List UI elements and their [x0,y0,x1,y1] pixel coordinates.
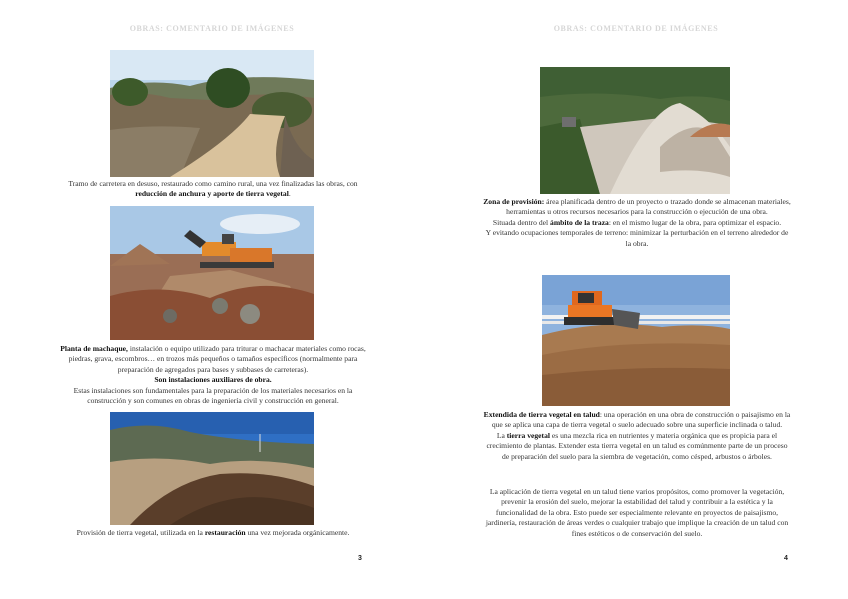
photo-crushing-plant [110,206,314,340]
caption-topsoil-stockpile: Provisión de tierra vegetal, utilizada en la restauración una vez mejorada orgánicamente. [76,528,350,537]
photo-bulldozer-slope [542,275,730,406]
page-number: 4 [784,555,788,562]
running-head: OBRAS: COMENTARIO DE IMÁGENES [553,24,719,33]
running-head: OBRAS: COMENTARIO DE IMÁGENES [129,24,295,33]
page-number: 3 [358,555,362,562]
photo-storage-zone [540,67,730,194]
caption-crushing-plant: Planta de machaque, instalación o equipo utilizado para triturar o machacar materiales como rocas, piedras, grava, escombros… en trozos más pequeños o tamaños específicos (normalmente para preparación de agregados para bases y subbases de carreteras). Son instalaciones auxiliares de obra. Estas instalaciones son fundamentales para la preparación de los materiales necesarios en la construcción y son comunes en obras de ingeniería civil y construcción en general. [60,344,366,406]
photo-rural-road [110,50,314,177]
caption-rural-road: Tramo de carretera en desuso, restaurado como camino rural, una vez finalizadas las obras, con reducción de anchura y aporte de tierra vegetal. [68,179,358,199]
right-page [424,0,848,599]
photo-topsoil-stockpile [110,412,314,525]
caption-bulldozer-slope: Extendida de tierra vegetal en talud: una operación en una obra de construcción o paisajismo en la que se aplica una capa de tierra vegetal o suelo adecuado sobre una superficie inclinada o talud. La tierra vegetal es una mezcla rica en nutrientes y materia orgánica que es propicia para el crecimiento de plantas. Extender esta tierra vegetal en un talud es comúnmente parte de un proceso de preparación del suelo para la siembra de vegetación, como césped, arbustos o árboles. [483,410,791,461]
caption-storage-zone: Zona de provisión: área planificada dentro de un proyecto o trazado donde se almacenan materiales, herramientas u otros recursos necesarios para la construcción o ejecución de una obra. Situada dentro del ámbito de la traza: en el mismo lugar de la obra, para optimizar el espacio. Y evitando ocupaciones temporales de terreno: minimizar la perturbación en el terreno alrededor de la obra. [483,197,791,248]
caption-topsoil-purposes: La aplicación de tierra vegetal en un talud tiene varios propósitos, como promover la vegetación, prevenir la erosión del suelo, mejorar la estabilidad del talud y contribuir a la estética y la funcionalidad de la obra. Esto puede ser especialmente relevante en proyectos de paisajismo, jardinería, restauración de áreas verdes o cualquier trabajo que implique la creación de un talud con fines estéticos o de conservación del suelo. [485,487,789,538]
